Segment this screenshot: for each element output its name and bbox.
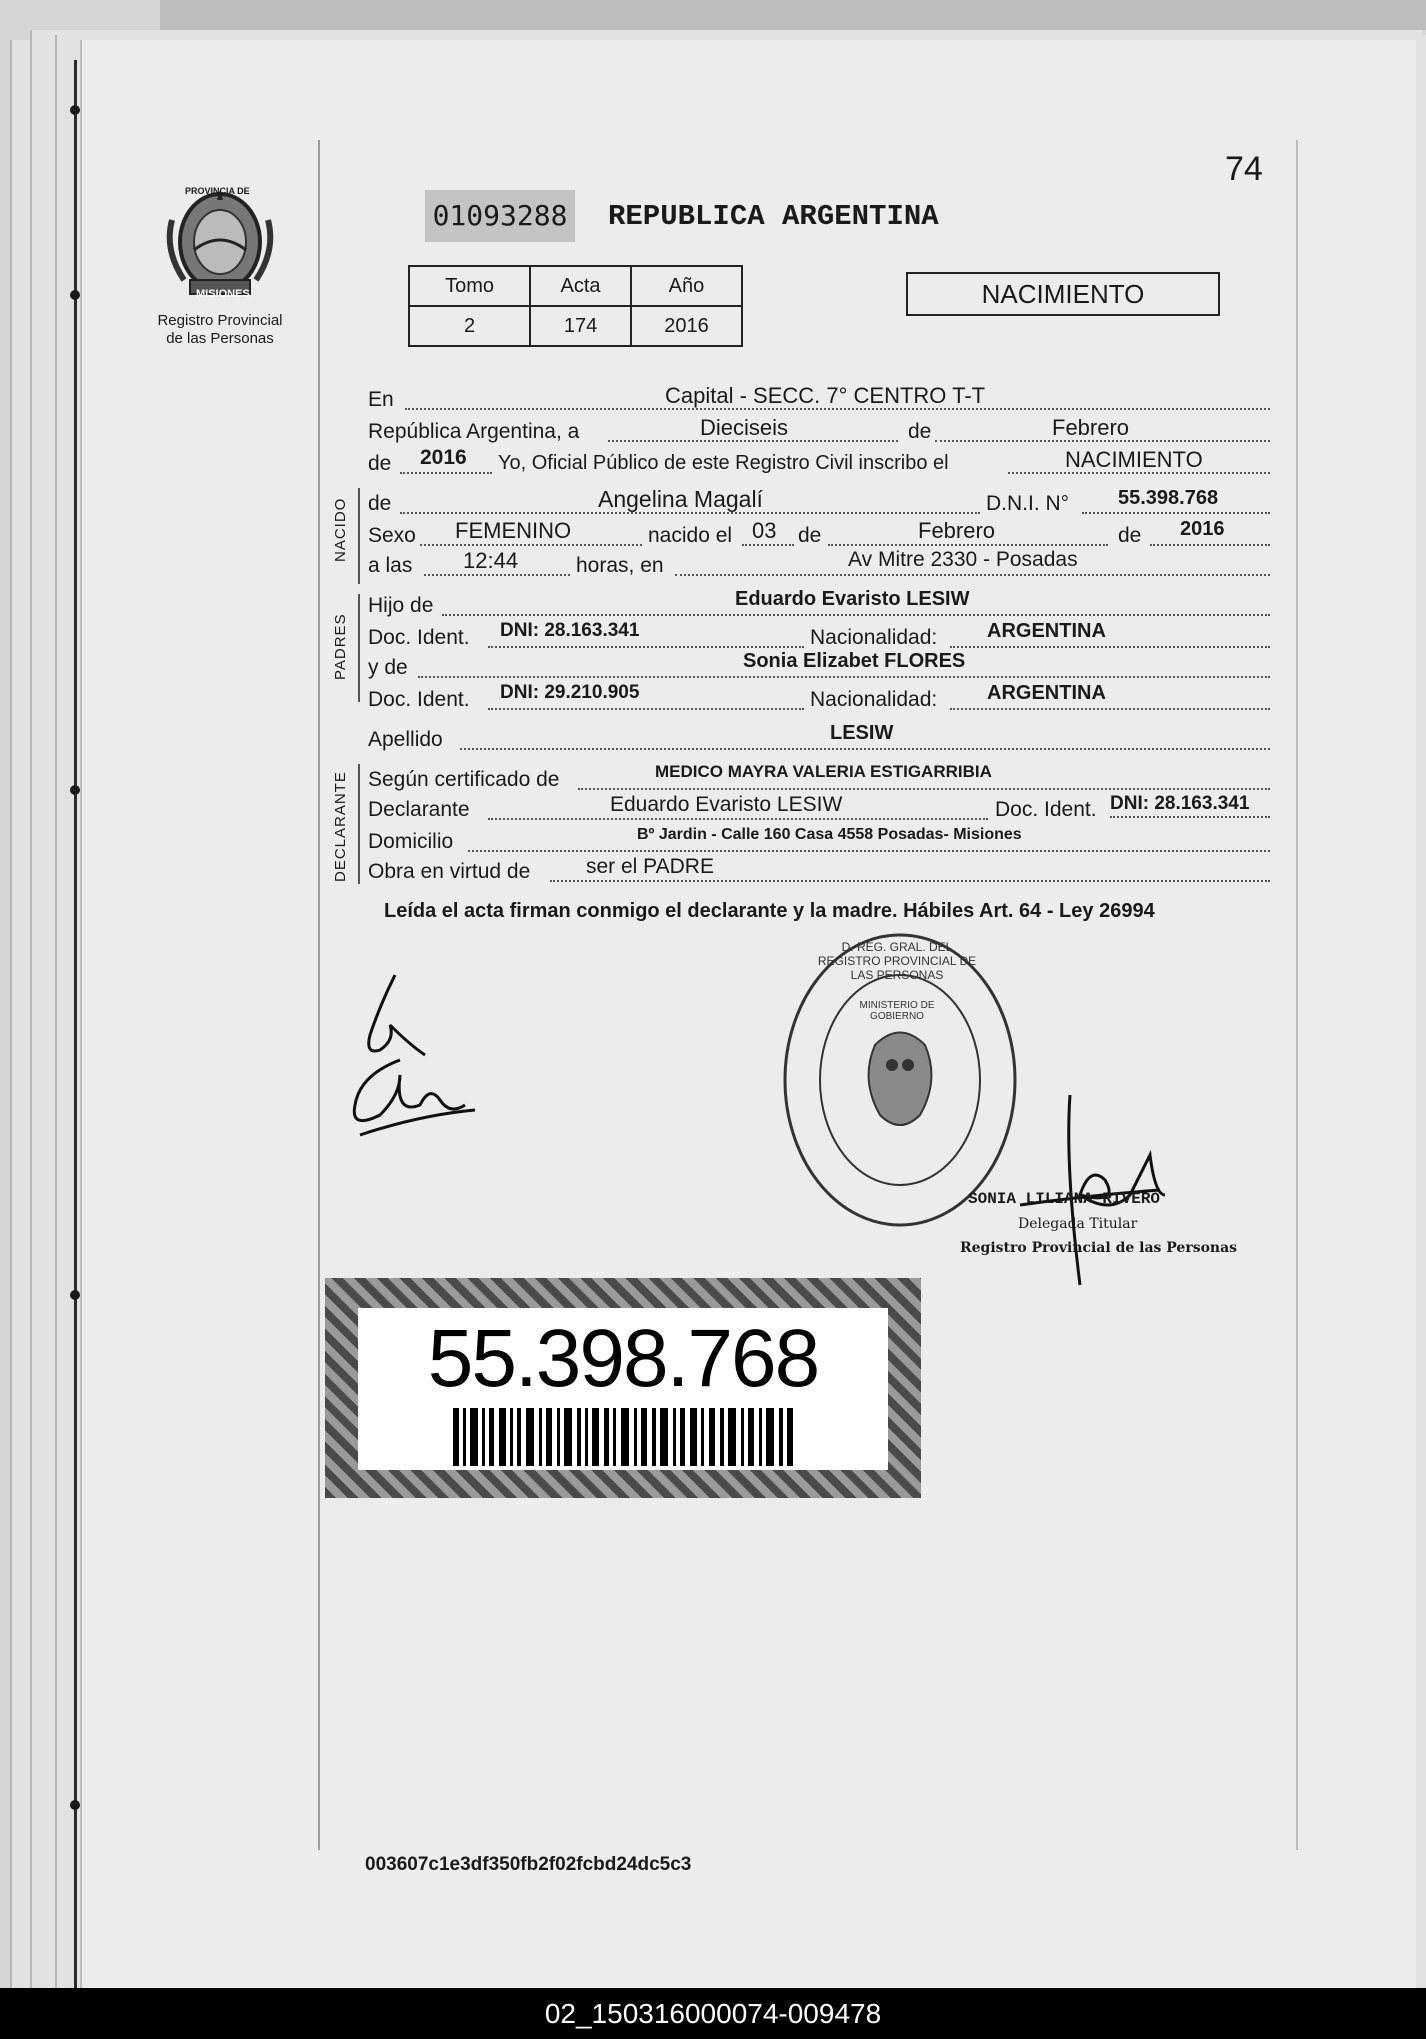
- barcode-number: 55.398.768: [427, 1313, 819, 1404]
- declarante-doc-label: Doc. Ident.: [995, 798, 1097, 821]
- segun-label: Según certificado de: [368, 768, 560, 791]
- madre-dots: [418, 676, 1270, 678]
- binding-hole: [70, 105, 80, 115]
- madre-nac-value: ARGENTINA: [987, 682, 1106, 704]
- madre-nac-label: Nacionalidad:: [810, 688, 938, 711]
- top-strip: [160, 0, 1426, 30]
- padre-nac-label: Nacionalidad:: [810, 626, 938, 649]
- register-value-anio: 2016: [631, 306, 742, 346]
- sexo-value: FEMENINO: [455, 518, 572, 543]
- madre-doc-value: DNI: 29.210.905: [500, 682, 640, 703]
- register-value-tomo: 2: [409, 306, 530, 346]
- header-title: REPUBLICA ARGENTINA: [608, 200, 939, 233]
- obra-value: ser el PADRE: [586, 855, 714, 878]
- padre-nac-dots: [950, 646, 1270, 648]
- nacido-mes-value: Febrero: [918, 518, 996, 543]
- obra-label: Obra en virtud de: [368, 860, 531, 883]
- domicilio-label: Domicilio: [368, 830, 454, 853]
- apellido-label: Apellido: [368, 728, 443, 751]
- dni-label: D.N.I. N°: [986, 492, 1070, 515]
- en-value: Capital - SECC. 7° CENTRO T-T: [665, 383, 986, 408]
- inscribo-value: NACIMIENTO: [1065, 447, 1203, 472]
- nacido-label: nacido el: [648, 524, 733, 547]
- en-label: En: [368, 388, 394, 411]
- domicilio-value: Bº Jardin - Calle 160 Casa 4558 Posadas- Misiones: [637, 826, 1022, 843]
- barcode-panel: [358, 1308, 888, 1470]
- padre-value: Eduardo Evaristo LESIW: [735, 588, 970, 610]
- year-value: 2016: [420, 446, 467, 469]
- madre-doc-dots: [488, 708, 804, 710]
- madre-nac-dots: [950, 708, 1270, 710]
- official-office: Registro Provincial de las Personas: [960, 1240, 1238, 1256]
- lugar-dots: [675, 574, 1270, 576]
- hora-label: a las: [368, 554, 413, 577]
- domicilio-dots: [468, 850, 1270, 852]
- declarante-label: Declarante: [368, 798, 470, 821]
- madre-doc-label: Doc. Ident.: [368, 688, 470, 711]
- binding-hole: [70, 1800, 80, 1810]
- madre-value: Sonia Elizabet FLORES: [743, 650, 966, 672]
- logo-top-text: PROVINCIA DE: [185, 186, 250, 196]
- padre-doc-value: DNI: 28.163.341: [500, 620, 640, 641]
- nacido-dia-value: 03: [752, 518, 777, 543]
- padre-nac-value: ARGENTINA: [987, 620, 1106, 642]
- de-year-label: de: [368, 452, 392, 475]
- nacido-anio-dots: [1150, 544, 1270, 546]
- de-label: de: [908, 420, 932, 443]
- register-header-tomo: Tomo: [409, 266, 530, 306]
- declarante-doc-value: DNI: 28.163.341: [1110, 793, 1250, 814]
- logo-caption-2: de las Personas: [166, 330, 274, 347]
- nacido-mes-dots: [828, 544, 1108, 546]
- declarante-value: Eduardo Evaristo LESIW: [610, 793, 843, 816]
- document-hash: 003607c1e3df350fb2f02fcbd24dc5c3: [365, 1854, 692, 1875]
- dni-value: 55.398.768: [1118, 487, 1219, 509]
- declarante-dots: [488, 818, 988, 820]
- nacido-anio-value: 2016: [1180, 518, 1225, 540]
- logo-bottom-text: MISIONES: [196, 288, 250, 300]
- seal-inner-text: MINISTERIO DE GOBIERNO: [859, 1000, 935, 1022]
- segun-value: MEDICO MAYRA VALERIA ESTIGARRIBIA: [655, 762, 992, 781]
- hijo-label: Hijo de: [368, 594, 434, 617]
- declarante-bar: [358, 764, 360, 884]
- sexo-dots: [420, 544, 642, 546]
- declarante-section-label: DECLARANTE: [332, 771, 349, 882]
- padres-section-label: PADRES: [332, 613, 349, 680]
- padre-doc-label: Doc. Ident.: [368, 626, 470, 649]
- nacido-section-label: NACIDO: [332, 497, 349, 562]
- binding-hole: [70, 1290, 80, 1300]
- obra-dots: [550, 880, 1270, 882]
- padre-dots: [442, 614, 1270, 616]
- inscribo-label: Yo, Oficial Público de este Registro Civil inscribo el: [498, 452, 949, 474]
- official-title: Delegada Titular: [1018, 1216, 1138, 1232]
- nombre-label: de: [368, 492, 392, 515]
- binding-hole: [70, 785, 80, 795]
- lugar-value: Av Mitre 2330 - Posadas: [848, 548, 1078, 571]
- dni-dots: [1082, 512, 1270, 514]
- mes-value: Febrero: [1052, 415, 1130, 440]
- year-dots: [400, 472, 492, 474]
- republica-label: República Argentina, a: [368, 420, 580, 443]
- horas-en-label: horas, en: [576, 554, 664, 577]
- register-value-acta: 174: [530, 306, 631, 346]
- register-header-anio: Año: [631, 266, 742, 306]
- binding-line: [74, 60, 77, 1990]
- logo-caption-1: Registro Provincial: [157, 312, 283, 329]
- register-table: [408, 265, 743, 347]
- dia-value: Dieciseis: [700, 415, 789, 440]
- segun-dots: [578, 788, 1270, 790]
- nacido-de2-label: de: [1118, 524, 1142, 547]
- barcode-label: [325, 1278, 921, 1498]
- official-name: SONIA LILIANA RIVERO: [968, 1190, 1161, 1208]
- declarante-doc-dots: [1110, 816, 1270, 818]
- sexo-label: Sexo: [368, 524, 416, 547]
- register-header-acta: Acta: [530, 266, 631, 306]
- nacido-de-label: de: [798, 524, 822, 547]
- padre-doc-dots: [488, 646, 804, 648]
- serial-number: 01093288: [425, 190, 575, 242]
- padres-bar: [358, 594, 360, 702]
- nombre-value: Angelina Magalí: [598, 486, 763, 512]
- nacido-bar: [358, 488, 360, 584]
- seal-outer-text: D. REG. GRAL. DEL REGISTRO PROVINCIAL DE LAS PERSONAS: [817, 940, 977, 982]
- apellido-dots: [460, 748, 1270, 750]
- footer-id-bar: 02_150316000074-009478: [0, 1988, 1426, 2039]
- page-number: 74: [1225, 150, 1263, 188]
- hora-value: 12:44: [463, 548, 519, 573]
- apellido-value: LESIW: [830, 722, 894, 744]
- closing-text: Leída el acta firman conmigo el declarante y la madre. Hábiles Art. 64 - Ley 26994: [384, 900, 1155, 922]
- declarante-signature: [340, 965, 490, 1155]
- y-de-label: y de: [368, 656, 408, 679]
- act-type-box: NACIMIENTO: [906, 272, 1220, 316]
- hora-dots: [424, 574, 570, 576]
- binding-hole: [70, 290, 80, 300]
- nacido-dia-dots: [742, 544, 794, 546]
- barcode-icon: [453, 1408, 793, 1466]
